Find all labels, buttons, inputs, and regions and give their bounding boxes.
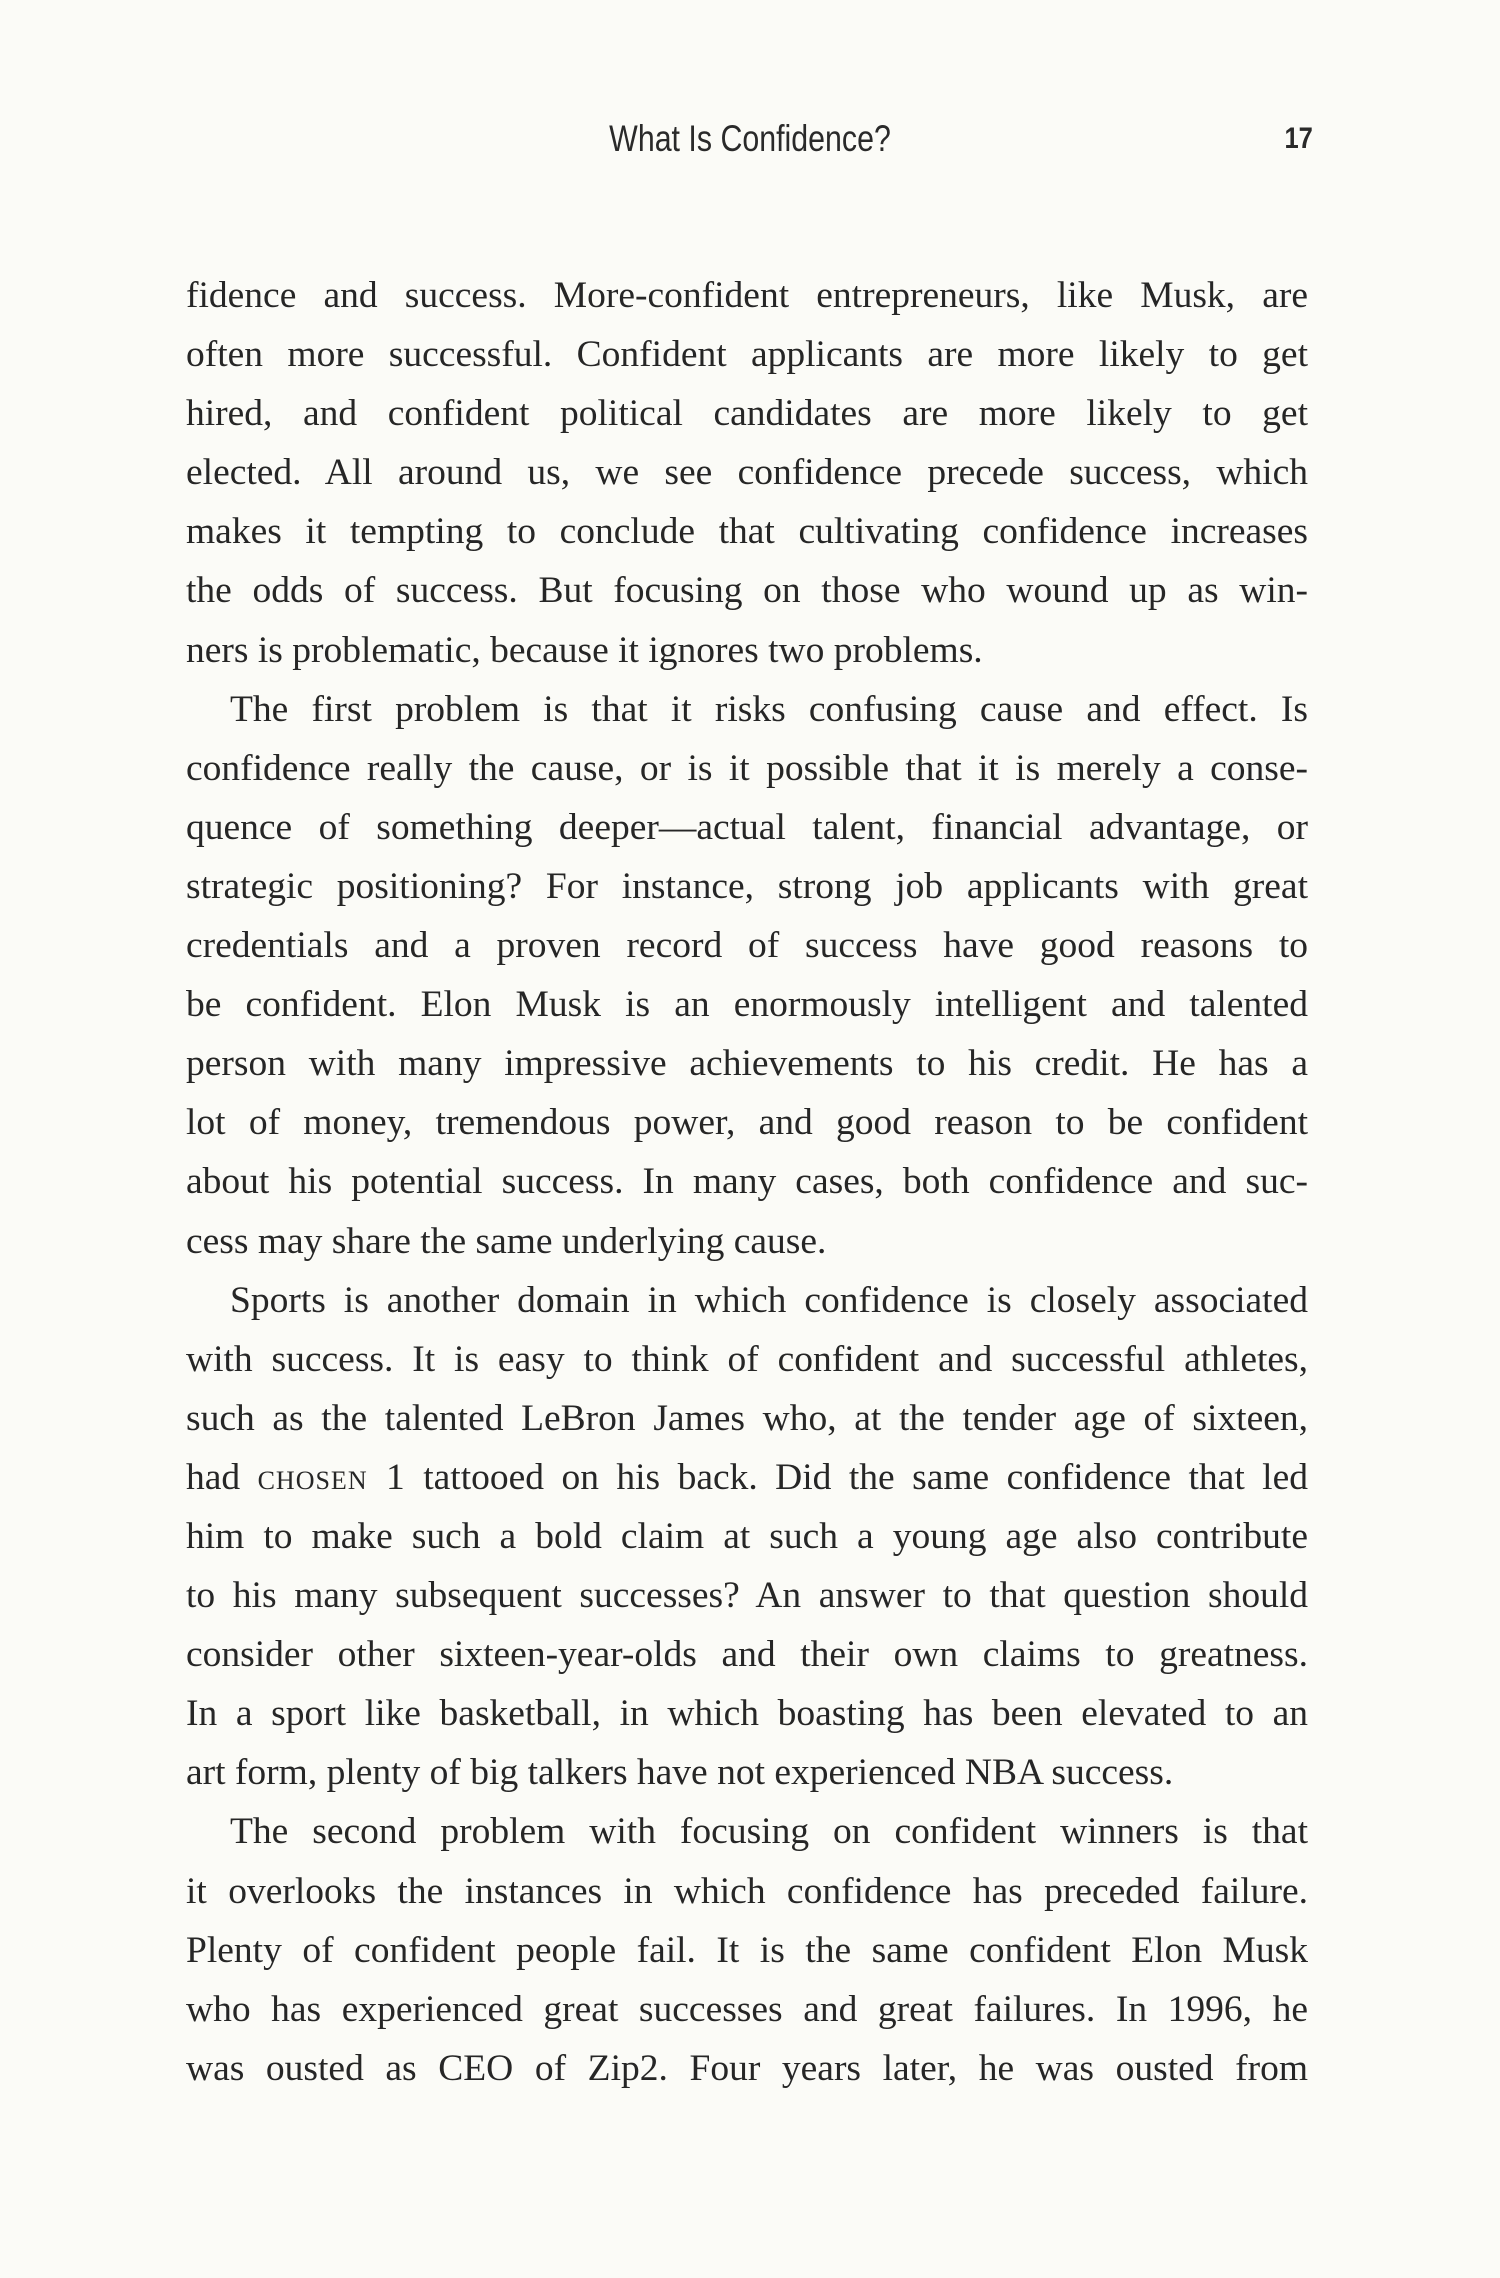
text-line: who has experienced great successes and great failures. In 1996, he xyxy=(186,1988,1308,2030)
page-header xyxy=(0,118,1500,178)
text-line: quence of something deeper—actual talent, financial advantage, or xyxy=(186,806,1308,848)
text-line xyxy=(186,1448,1308,1507)
text-line: elected. All around us, we see confidence precede success, which xyxy=(186,452,1308,494)
text-line: consider other sixteen-year-olds and their own claims to greatness. xyxy=(186,1634,1308,1676)
text-line: about his potential success. In many cases, both confidence and suc- xyxy=(186,1161,1308,1203)
text-line: credentials and a proven record of success have good reasons to xyxy=(186,925,1308,967)
text-line: him to make such a bold claim at such a young age also contribute xyxy=(186,1515,1308,1557)
text-line: In a sport like basketball, in which boasting has been elevated to an xyxy=(186,1693,1308,1735)
text-segment: had xyxy=(186,1456,258,1498)
text-line: strategic positioning? For instance, strong job applicants with great xyxy=(186,865,1308,907)
text-line: Plenty of confident people fail. It is the same confident Elon Musk xyxy=(186,1929,1308,1971)
text-line: The first problem is that it risks confusing cause and effect. Is xyxy=(230,688,1308,730)
text-line: was ousted as CEO of Zip2. Four years later, he was ousted from xyxy=(186,2047,1308,2089)
text-line: it overlooks the instances in which confidence has preceded failure. xyxy=(186,1870,1308,1912)
text-line: ners is problematic, because it ignores two problems. xyxy=(186,629,983,671)
running-head: What Is Confidence? xyxy=(609,118,891,159)
paragraph xyxy=(186,266,1308,680)
paragraph xyxy=(186,680,1308,1271)
text-line: The second problem with focusing on confident winners is that xyxy=(230,1811,1308,1853)
text-line: confidence really the cause, or is it possible that it is merely a conse- xyxy=(186,747,1308,789)
text-line: to his many subsequent successes? An answer to that question should xyxy=(186,1575,1308,1617)
text-line: with success. It is easy to think of confident and successful athletes, xyxy=(186,1338,1308,1380)
paragraph xyxy=(186,1802,1308,2097)
body-text xyxy=(186,266,1308,2098)
text-line: fidence and success. More-confident entrepreneurs, like Musk, are xyxy=(186,275,1308,316)
text-line: such as the talented LeBron James who, at the tender age of sixteen, xyxy=(186,1397,1308,1439)
text-segment: tattooed on his back. Did the same confidence that led xyxy=(405,1456,1308,1498)
text-line: often more successful. Confident applicants are more likely to get xyxy=(186,334,1308,376)
text-line: the odds of success. But focusing on those who wound up as win- xyxy=(186,570,1308,612)
text-line: cess may share the same underlying cause. xyxy=(186,1220,827,1262)
paragraph xyxy=(186,1271,1308,1803)
text-line: hired, and confident political candidates are more likely to get xyxy=(186,393,1308,435)
text-line: person with many impressive achievements to his credit. He has a xyxy=(186,1043,1308,1085)
text-line: lot of money, tremendous power, and good reason to be confident xyxy=(186,1102,1308,1144)
text-line: be confident. Elon Musk is an enormously intelligent and talented xyxy=(186,984,1308,1026)
small-caps-text: chosen 1 xyxy=(257,1456,406,1498)
text-line: Sports is another domain in which confidence is closely associated xyxy=(230,1279,1308,1321)
page-number: 17 xyxy=(1284,122,1313,155)
text-line: art form, plenty of big talkers have not experienced NBA success. xyxy=(186,1752,1174,1794)
text-line: makes it tempting to conclude that cultivating confidence increases xyxy=(186,511,1308,553)
